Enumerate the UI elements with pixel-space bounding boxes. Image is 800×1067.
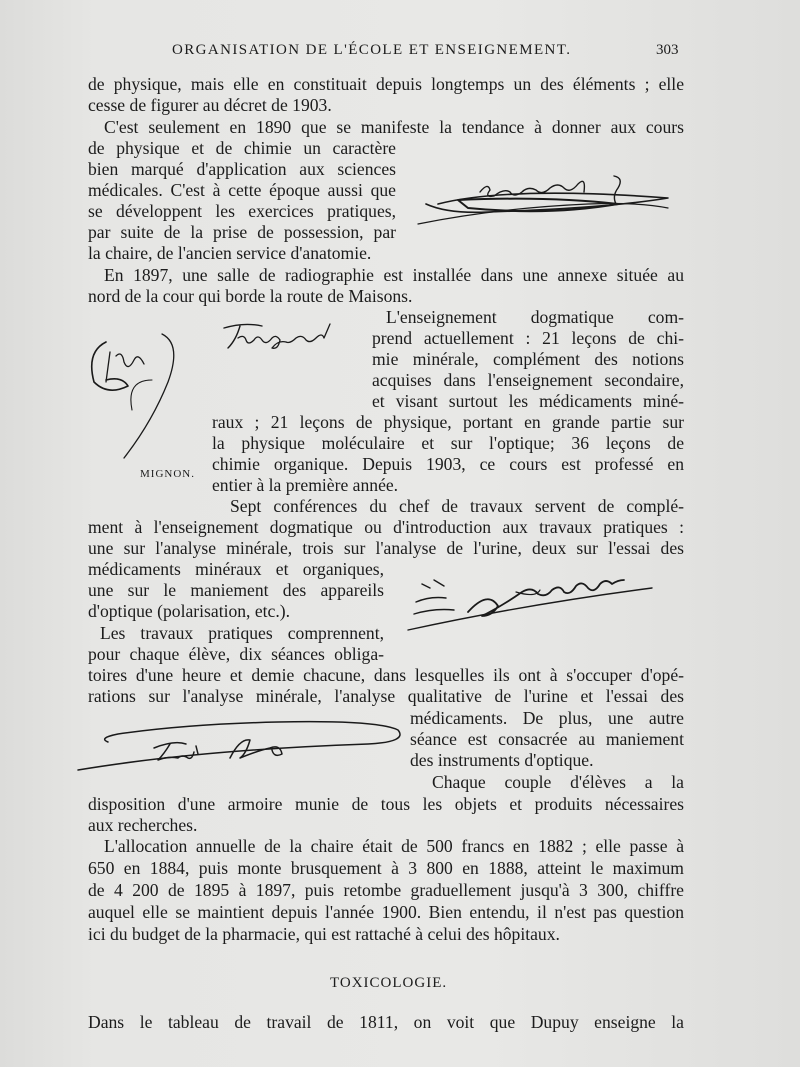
- text-line: C'est seulement en 1890 que se manifeste la tendance à donner aux cours: [104, 117, 684, 137]
- text-line: rations sur l'analyse minérale, l'analyse qualitative de l'urine et l'essai des: [88, 686, 684, 706]
- text-line: L'allocation annuelle de la chaire était de 500 francs en 1882 ; elle passe à: [104, 836, 684, 856]
- text-line: entier à la première année.: [212, 475, 399, 495]
- text-line: L'enseignement dogmatique com-: [386, 307, 684, 327]
- signature-image: [218, 318, 348, 358]
- text-line: Les travaux pratiques comprennent,: [100, 623, 384, 643]
- text-line: par suite de la prise de possession, par: [88, 222, 396, 242]
- text-line: prend actuellement : 21 leçons de chi-: [372, 328, 684, 348]
- text-line: une sur l'analyse minérale, trois sur l'analyse de l'urine, deux sur l'essai des: [88, 538, 684, 558]
- section-heading: TOXICOLOGIE.: [330, 975, 448, 991]
- text-line: toires d'une heure et demie chacune, dans lesquelles ils ont à s'occuper d'opé-: [88, 665, 684, 685]
- text-line: Dans le tableau de travail de 1811, on voit que Dupuy enseigne la: [88, 1012, 684, 1032]
- text-line: disposition d'une armoire munie de tous les objets et produits nécessaires: [88, 794, 684, 814]
- text-line: médicaments. De plus, une autre: [410, 708, 684, 728]
- text-line: ment à l'enseignement dogmatique ou d'introduction aux travaux pratiques :: [88, 517, 684, 537]
- text-line: En 1897, une salle de radiographie est installée dans une annexe située au: [104, 265, 684, 285]
- text-line: Sept conférences du chef de travaux servent de complé-: [230, 496, 684, 516]
- text-line: et visant surtout les médicaments miné-: [372, 391, 684, 411]
- text-line: médicaments minéraux et organiques,: [88, 559, 384, 579]
- text-line: 650 en 1884, puis monte brusquement à 3 800 en 1888, atteint le maximum: [88, 858, 684, 878]
- signature-image: [396, 572, 666, 640]
- text-line: de physique, mais elle en constituait depuis longtemps un des éléments ; elle: [88, 74, 684, 94]
- signature-image: [86, 322, 196, 462]
- text-line: la chaire, de l'ancien service d'anatomie.: [88, 243, 372, 263]
- text-line: de physique et de chimie un caractère: [88, 138, 396, 158]
- text-line: ici du budget de la pharmacie, qui est rattaché à celui des hôpitaux.: [88, 924, 560, 944]
- text-line: de 4 200 de 1895 à 1897, puis retombe graduellement jusqu'à 3 300, chiffre: [88, 880, 684, 900]
- text-line: bien marqué d'application aux sciences: [88, 159, 396, 179]
- text-line: chimie organique. Depuis 1903, ce cours est professé en: [212, 454, 684, 474]
- text-line: se développent les exercices pratiques,: [88, 201, 396, 221]
- text-line: d'optique (polarisation, etc.).: [88, 601, 291, 621]
- text-line: la physique moléculaire et sur l'optique; 36 leçons de: [212, 433, 684, 453]
- page-number: 303: [656, 42, 679, 58]
- signature-image: [408, 168, 678, 236]
- text-line: nord de la cour qui borde la route de Maisons.: [88, 286, 413, 306]
- text-line: pour chaque élève, dix séances obliga-: [88, 644, 384, 664]
- text-line: Chaque couple d'élèves a la: [432, 772, 684, 792]
- text-line: acquises dans l'enseignement secondaire,: [372, 370, 684, 390]
- text-line: médicales. C'est à cette époque aussi que: [88, 180, 396, 200]
- running-title: ORGANISATION DE L'ÉCOLE ET ENSEIGNEMENT.: [172, 42, 572, 58]
- text-line: séance est consacrée au maniement: [410, 729, 684, 749]
- text-line: aux recherches.: [88, 815, 198, 835]
- signature-caption: MIGNON.: [140, 468, 195, 480]
- text-line: mie minérale, complément des notions: [372, 349, 684, 369]
- text-line: cesse de figurer au décret de 1903.: [88, 95, 332, 115]
- text-line: raux ; 21 leçons de physique, portant en grande partie sur: [212, 412, 684, 432]
- text-line: auquel elle se maintient depuis l'année 1900. Bien entendu, il n'est pas question: [88, 902, 684, 922]
- signature-image: [74, 718, 410, 774]
- text-line: une sur le maniement des appareils: [88, 580, 384, 600]
- text-line: des instruments d'optique.: [410, 750, 594, 770]
